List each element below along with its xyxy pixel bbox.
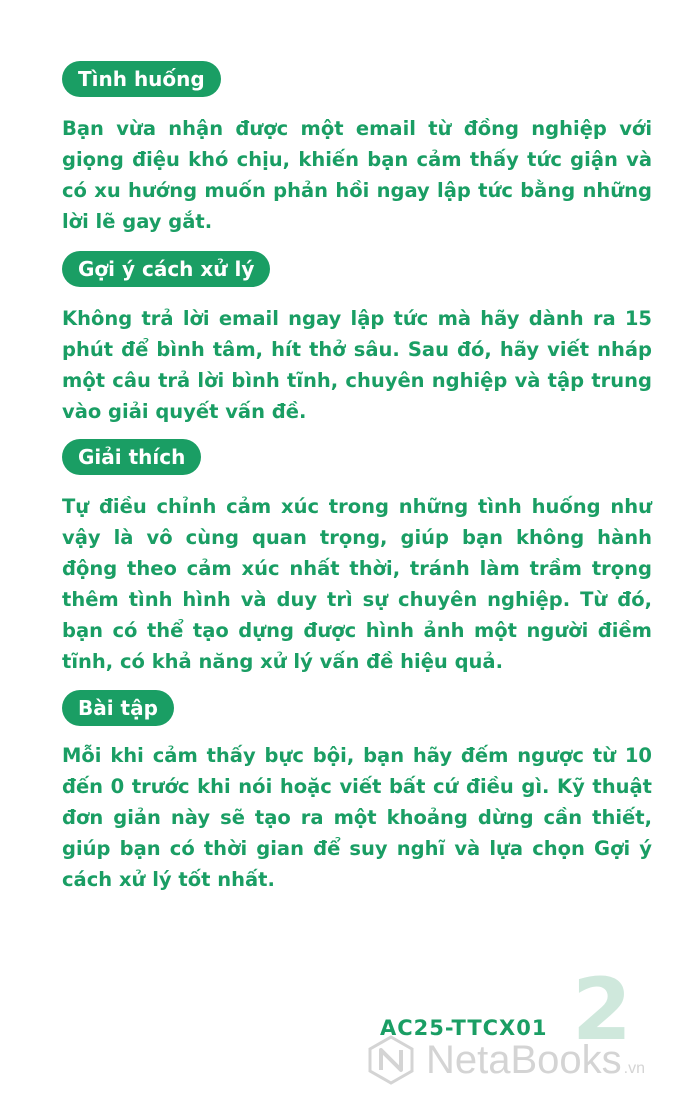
watermark-suffix: .vn (623, 1060, 646, 1077)
text-exercise: Mỗi khi cảm thấy bực bội, bạn hãy đếm ngược từ 10 đến 0 trước khi nói hoặc viết bất cứ điều gì. Kỹ thuật đơn giản này sẽ tạo ra một khoảng dừng cần thiết, giúp bạn có thời gian để suy nghĩ và lựa chọn Gợi ý cách xử lý tốt nhất. (62, 744, 652, 891)
heading-explanation: Giải thích (62, 439, 201, 475)
text-situation: Bạn vừa nhận được một email từ đồng nghiệp với giọng điệu khó chịu, khiến bạn cảm thấy tức giận và có xu hướng muốn phản hồi ngay lập tức bằng những lời lẽ gay gắt. (62, 117, 652, 233)
heading-suggestion: Gợi ý cách xử lý (62, 251, 270, 287)
watermark (366, 1030, 645, 1090)
watermark-text: NetaBooks (426, 1037, 622, 1082)
text-suggestion: Không trả lời email ngay lập tức mà hãy dành ra 15 phút để bình tâm, hít thở sâu. Sau đó, hãy viết nháp một câu trả lời bình tĩnh, chuyên nghiệp và tập trung vào giải quyết vấn đề. (62, 307, 652, 423)
text-explanation: Tự điều chỉnh cảm xúc trong những tình huống như vậy là vô cùng quan trọng, giúp bạn không hành động theo cảm xúc nhất thời, tránh làm trầm trọng thêm tình hình và duy trì sự chuyên nghiệp. Từ đó, bạn có thể tạo dựng được hình ảnh một người điềm tĩnh, có khả năng xử lý vấn đề hiệu quả. (62, 495, 652, 673)
heading-situation: Tình huống (62, 61, 221, 97)
card-code: AC25-TTCX01 (380, 1016, 548, 1040)
heading-exercise: Bài tập (62, 690, 174, 726)
netabooks-logo-icon (366, 1035, 416, 1085)
page-number: 2 (572, 960, 632, 1060)
